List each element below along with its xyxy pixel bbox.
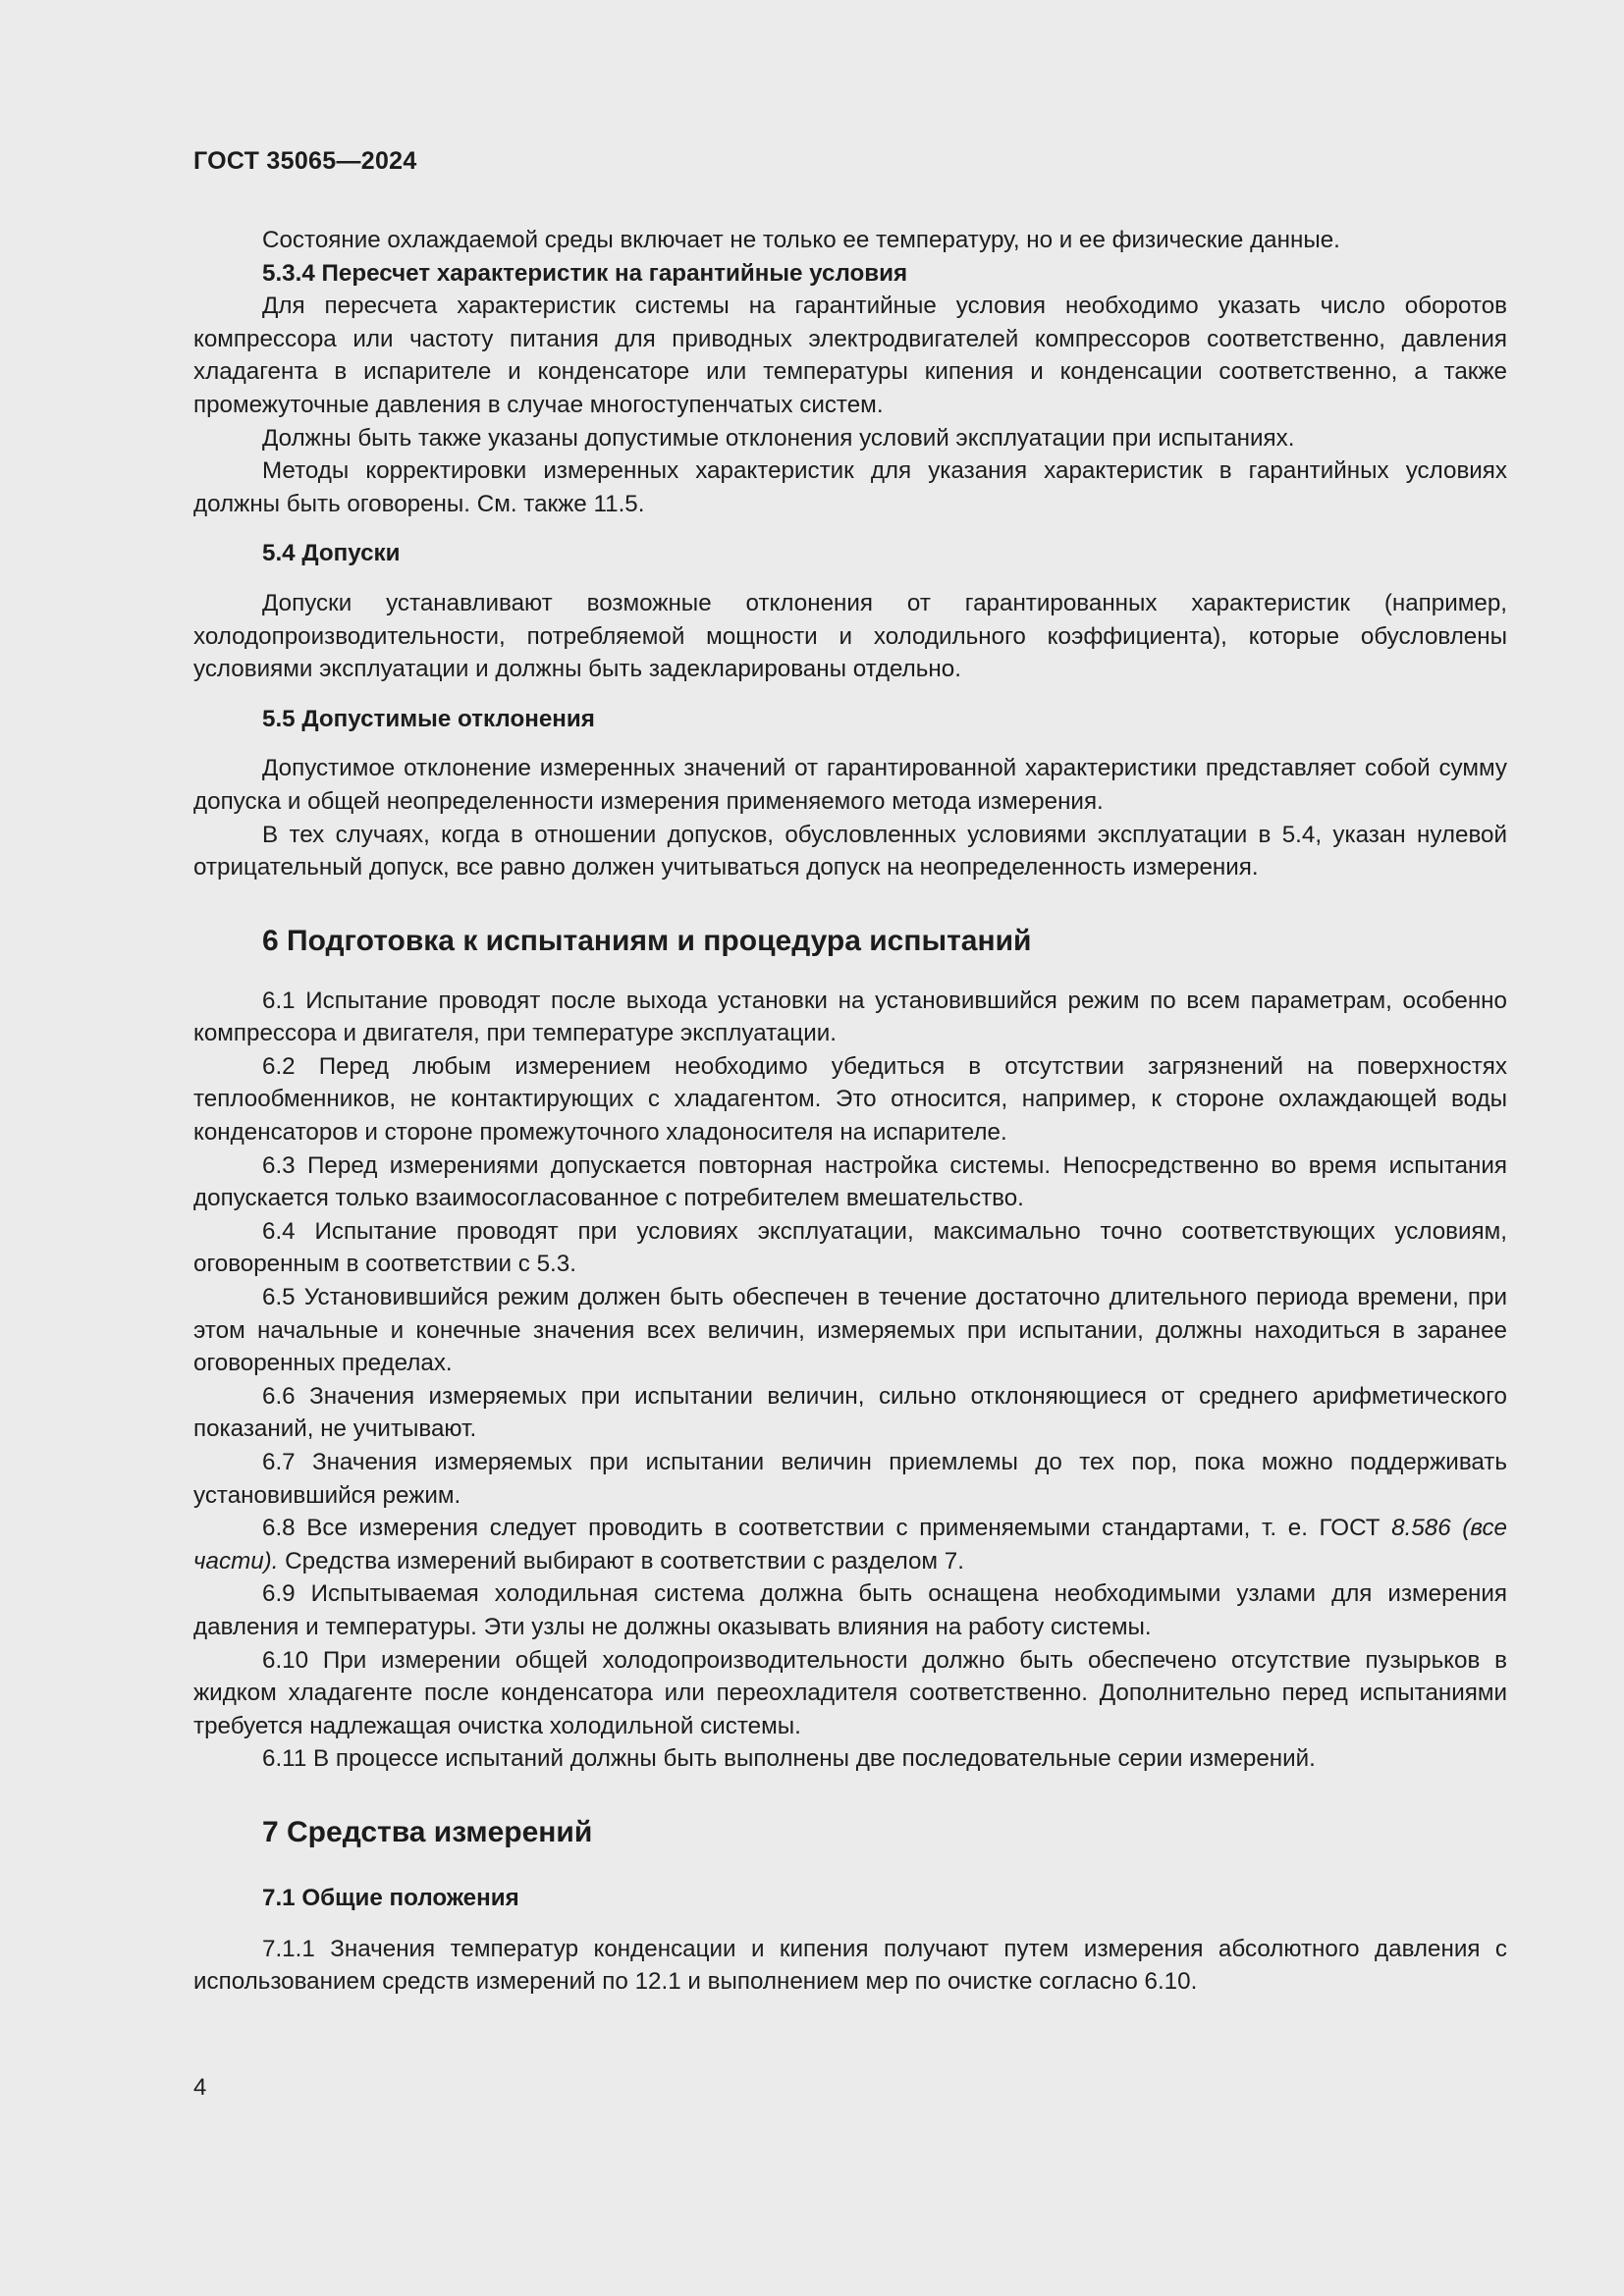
paragraph: Состояние охлаждаемой среды включает не только ее температуру, но и ее физические данные.	[262, 227, 1340, 253]
clause-6-7: 6.7 Значения измеряемых при испытании величин приемлемы до тех пор, пока можно поддерживать установившийся режим.	[193, 1449, 1507, 1509]
subsection-heading-5-3-4: 5.3.4 Пересчет характеристик на гарантийные условия	[262, 259, 908, 287]
clause-6-10: 6.10 При измерении общей холодопроизводительности должно быть обеспечено отсутствие пузырьков в жидком хладагенте после конденсатора или переохладителя соответственно. Дополнительно перед испытаниями требуется надлежащая очистка холодильной системы.	[193, 1646, 1507, 1739]
subsection-heading-5-4: 5.4 Допуски	[262, 540, 401, 567]
clause-6-8	[193, 1512, 1507, 1577]
subsection-heading-5-5: 5.5 Допустимые отклонения	[262, 705, 595, 732]
clause-6-3: 6.3 Перед измерениями допускается повторная настройка системы. Непосредственно во время испытания допускается только взаимосогласованное с потребителем вмешательство.	[193, 1151, 1507, 1212]
paragraph: Методы корректировки измеренных характеристик для указания характеристик в гарантийных условиях должны быть оговорены. См. также 11.5.	[193, 457, 1507, 517]
clause-6-6: 6.6 Значения измеряемых при испытании величин, сильно отклоняющиеся от среднего арифметического показаний, не учитывают.	[193, 1382, 1507, 1443]
section-heading-7: 7 Средства измерений	[262, 1815, 593, 1848]
paragraph: В тех случаях, когда в отношении допусков, обусловленных условиями эксплуатации в 5.4, указан нулевой отрицательный допуск, все равно должен учитываться допуск на неопределенность измерения.	[193, 821, 1507, 881]
paragraph: Должны быть также указаны допустимые отклонения условий эксплуатации при испытаниях.	[262, 424, 1295, 452]
clause-6-9: 6.9 Испытываемая холодильная система должна быть оснащена необходимыми узлами для измерения давления и температуры. Эти узлы не должны оказывать влияния на работу системы.	[193, 1580, 1507, 1640]
subsection-heading-7-1: 7.1 Общие положения	[262, 1884, 519, 1911]
section-heading-6: 6 Подготовка к испытаниям и процедура испытаний	[262, 924, 1032, 957]
page-body	[193, 224, 1507, 1999]
clause-6-8-text: 6.8 Все измерения следует проводить в соответствии с применяемыми стандартами, т. е. ГОСТ	[262, 1515, 1392, 1542]
paragraph: Допустимое отклонение измеренных значений от гарантированной характеристики представляет собой сумму допуска и общей неопределенности измерения применяемого метода измерения.	[193, 755, 1507, 815]
clause-6-8-text-end: Средства измерений выбирают в соответствии с разделом 7.	[278, 1547, 964, 1575]
clause-6-5: 6.5 Установившийся режим должен быть обеспечен в течение достаточно длительного периода времени, при этом начальные и конечные значения всех величин, измеряемых при испытании, должны находиться в заранее оговоренных пределах.	[193, 1284, 1507, 1377]
clause-6-4: 6.4 Испытание проводят при условиях эксплуатации, максимально точно соответствующих условиям, оговоренным в соответствии с 5.3.	[193, 1217, 1507, 1278]
running-header: ГОСТ 35065—2024	[193, 147, 417, 175]
page-number: 4	[193, 2074, 207, 2101]
clause-6-2: 6.2 Перед любым измерением необходимо убедиться в отсутствии загрязнений на поверхностях теплообменников, не контактирующих с хладагентом. Это относится, например, к стороне охлаждающей воды конденсаторов и стороне промежуточного хладоносителя на испарителе.	[193, 1052, 1507, 1147]
paragraph: Для пересчета характеристик системы на гарантийные условия необходимо указать число оборотов компрессора или частоту питания для приводных электродвигателей компрессоров соответственно, давления хладагента в испарителе и конденсаторе или температуры кипения и конденсации соответственно, а также промежуточные давления в случае многоступенчатых систем.	[193, 293, 1507, 418]
standard-reference: 8.586 (все части).	[193, 1515, 1507, 1575]
clause-6-11: 6.11 В процессе испытаний должны быть выполнены две последовательные серии измерений.	[262, 1745, 1316, 1773]
clause-6-1: 6.1 Испытание проводят после выхода установки на установившийся режим по всем параметрам, особенно компрессора и двигателя, при температуре эксплуатации.	[193, 987, 1507, 1047]
paragraph: Допуски устанавливают возможные отклонения от гарантированных характеристик (например, холодопроизводительности, потребляемой мощности и холодильного коэффициента), которые обусловлены условиями эксплуатации и должны быть задекларированы отдельно.	[193, 589, 1507, 683]
clause-7-1-1: 7.1.1 Значения температур конденсации и кипения получают путем измерения абсолютного давления с использованием средств измерений по 12.1 и выполнением мер по очистке согласно 6.10.	[193, 1935, 1507, 1996]
